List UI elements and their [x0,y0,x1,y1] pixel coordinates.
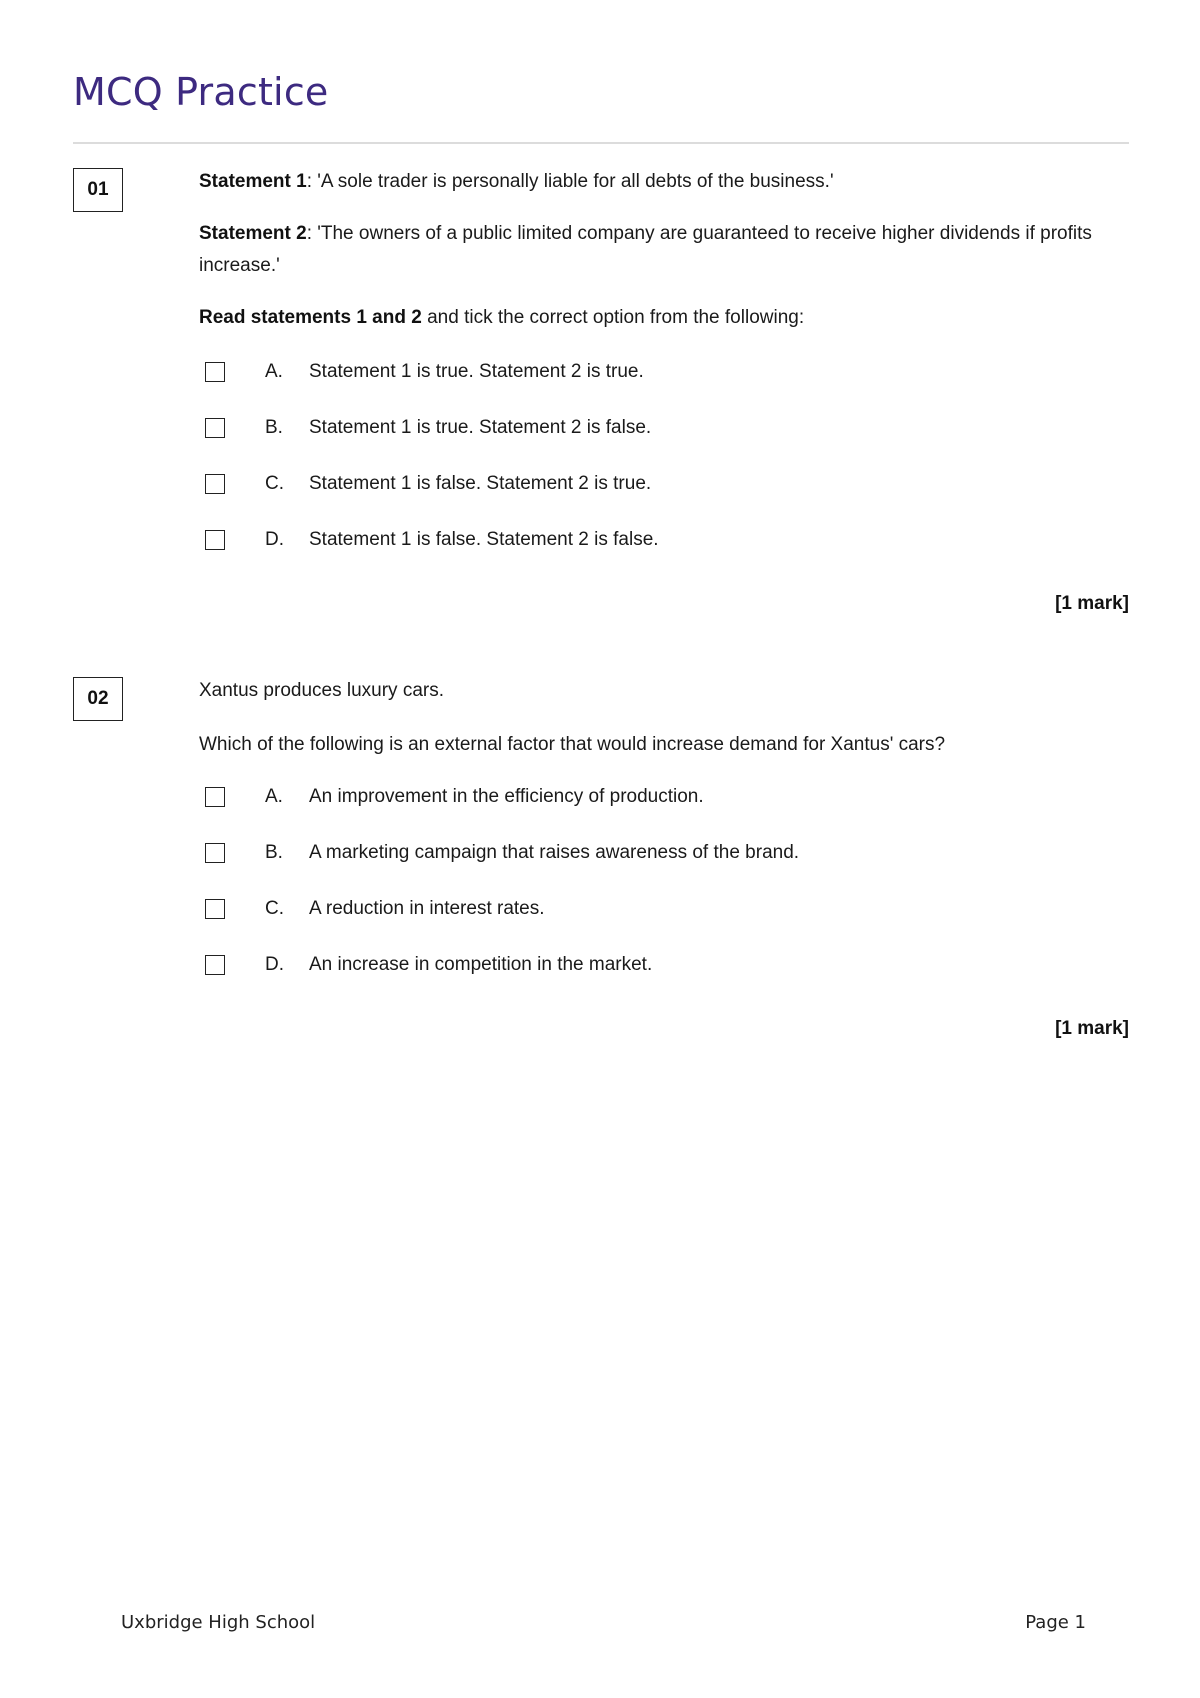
marks-label: [1 mark] [1055,593,1129,614]
option-c[interactable] [199,456,1129,512]
checkbox[interactable] [205,899,225,919]
option-text: Statement 1 is true. Statement 2 is true. [309,361,644,382]
option-letter: B. [265,417,283,438]
option-text: An increase in competition in the market. [309,954,653,975]
option-b[interactable] [199,825,1129,881]
option-text: A marketing campaign that raises awareness of the brand. [309,842,800,863]
statement-1-text: : 'A sole trader is personally liable for all debts of the business.' [306,171,834,192]
checkbox[interactable] [205,418,225,438]
checkbox[interactable] [205,955,225,975]
statement-2-label: Statement 2 [199,223,307,244]
option-text: A reduction in interest rates. [309,898,545,919]
marks-label: [1 mark] [1055,1018,1129,1039]
option-list [199,769,1129,993]
title-divider [73,142,1129,144]
option-text: An improvement in the efficiency of production. [309,786,704,807]
option-d[interactable] [199,937,1129,993]
option-text: Statement 1 is false. Statement 2 is true. [309,473,652,494]
option-letter: A. [265,786,283,807]
instruction-rest: and tick the correct option from the following: [421,307,805,328]
question-prompt: Which of the following is an external factor that would increase demand for Xantus' cars? [199,734,946,755]
option-b[interactable] [199,400,1129,456]
option-letter: C. [265,473,284,494]
option-d[interactable] [199,512,1129,568]
option-a[interactable] [199,769,1129,825]
footer-page-number: Page 1 [1025,1612,1086,1633]
option-c[interactable] [199,881,1129,937]
option-text: Statement 1 is true. Statement 2 is false. [309,417,652,438]
checkbox[interactable] [205,530,225,550]
option-a[interactable] [199,344,1129,400]
checkbox[interactable] [205,362,225,382]
page-title: MCQ Practice [73,70,329,114]
question-number-box: 02 [73,677,123,721]
question-intro: Xantus produces luxury cars. [199,680,445,701]
statement-2-text: : 'The owners of a public limited company are guaranteed to receive higher dividends if profits increase.' [199,223,1092,276]
checkbox[interactable] [205,843,225,863]
instruction-bold: Read statements 1 and 2 [199,307,422,328]
option-letter: D. [265,954,284,975]
option-list [199,344,1129,568]
question-body [199,168,1129,620]
question-number-box: 01 [73,168,123,212]
option-letter: A. [265,361,283,382]
statement-1 [199,166,1129,198]
option-text: Statement 1 is false. Statement 2 is false. [309,529,659,550]
statement-1-label: Statement 1 [199,171,307,192]
option-letter: B. [265,842,283,863]
option-letter: C. [265,898,284,919]
statement-2 [199,218,1129,282]
option-letter: D. [265,529,284,550]
checkbox[interactable] [205,474,225,494]
instruction [199,302,1129,334]
footer-school-name: Uxbridge High School [121,1612,316,1633]
question-body [199,677,1129,1045]
checkbox[interactable] [205,787,225,807]
